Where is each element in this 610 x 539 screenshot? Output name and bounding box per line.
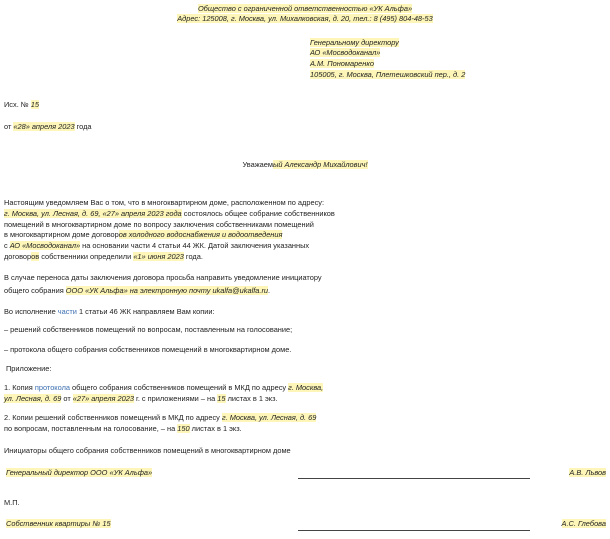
attachment-2-line2: по вопросам, поставленным на голосование, – на 150 листах в 1 экз. — [4, 424, 242, 433]
greeting: Уважаемый Александр Михайлович! — [242, 160, 368, 169]
signer-1-title: Генеральный директор ООО «УК Альфа» — [6, 468, 153, 477]
sender-org: Общество с ограниченной ответственностью «УК Альфа» — [197, 4, 413, 13]
stamp-place: М.П. — [4, 498, 20, 507]
signer-2-title: Собственник квартиры № 15 — [6, 519, 111, 528]
recipient-position: Генеральному директору — [310, 38, 399, 47]
attachment-2-line1: 2. Копии решений собственников помещений в МКД по адресу г. Москва, ул. Лесная, д. 69 — [4, 413, 317, 422]
attachments-heading: Приложение: — [6, 364, 52, 373]
outgoing-number: Исх. № 15 — [4, 100, 40, 109]
p1-line4: в многоквартирном доме договоров холодного водоснабжения и водоотведения — [4, 230, 283, 239]
bullet-decisions: – решений собственников помещений по вопросам, поставленным на голосование; — [4, 325, 293, 334]
letter-date: от «28» апреля 2023 года — [4, 122, 92, 131]
law-part-link[interactable]: части — [57, 307, 77, 316]
recipient-address: 105005, г. Москва, Плетешковский пер., д. 2 — [310, 70, 466, 79]
protocol-link[interactable]: протокола — [34, 383, 70, 392]
p2-line1: В случае переноса даты заключения договора просьба направить уведомление инициатору — [4, 273, 322, 282]
p1-line1: Настоящим уведомляем Вас о том, что в многоквартирном доме, расположенном по адресу: — [4, 198, 325, 207]
signature-line-1 — [298, 478, 530, 479]
signer-2-name: А.С. Глебова — [561, 519, 606, 528]
attachment-1-line1: 1. Копия протокола общего собрания собственников помещений в МКД по адресу г. Москва, — [4, 383, 324, 392]
p1-line3: помещений в многоквартирном доме по вопросу заключения собственниками помещений — [4, 220, 314, 229]
p1-line2: г. Москва, ул. Лесная, д. 69, «27» апреля 2023 года состоялось общее собрание собственников — [4, 209, 335, 218]
recipient-name: А.М. Пономаренко — [310, 59, 374, 68]
signer-1-name: А.В. Львов — [569, 468, 606, 477]
initiators-heading: Инициаторы общего собрания собственников помещений в многоквартирном доме — [4, 446, 291, 455]
p2-line2: общего собрания ООО «УК Альфа» на электронную почту ukalfa@ukalfa.ru. — [4, 286, 271, 295]
attachment-1-line2: ул. Лесная, д. 69 от «27» апреля 2023 г. с приложениями – на 15 листах в 1 экз. — [4, 394, 278, 403]
signature-line-2 — [298, 530, 530, 531]
p3-line: Во исполнение части 1 статьи 46 ЖК направляем Вам копии: — [4, 307, 215, 316]
bullet-protocol: – протокола общего собрания собственников помещений в многоквартирном доме. — [4, 345, 292, 354]
p1-line5: с АО «Мосводоканал» на основании части 4 статьи 44 ЖК. Датой заключения указанных — [4, 241, 310, 250]
sender-address: Адрес: 125008, г. Москва, ул. Михалковская, д. 20, тел.: 8 (495) 804-48-53 — [177, 14, 433, 23]
recipient-org: АО «Мосводоканал» — [310, 48, 381, 57]
p1-line6: договоров собственники определили «1» июня 2023 года. — [4, 252, 203, 261]
